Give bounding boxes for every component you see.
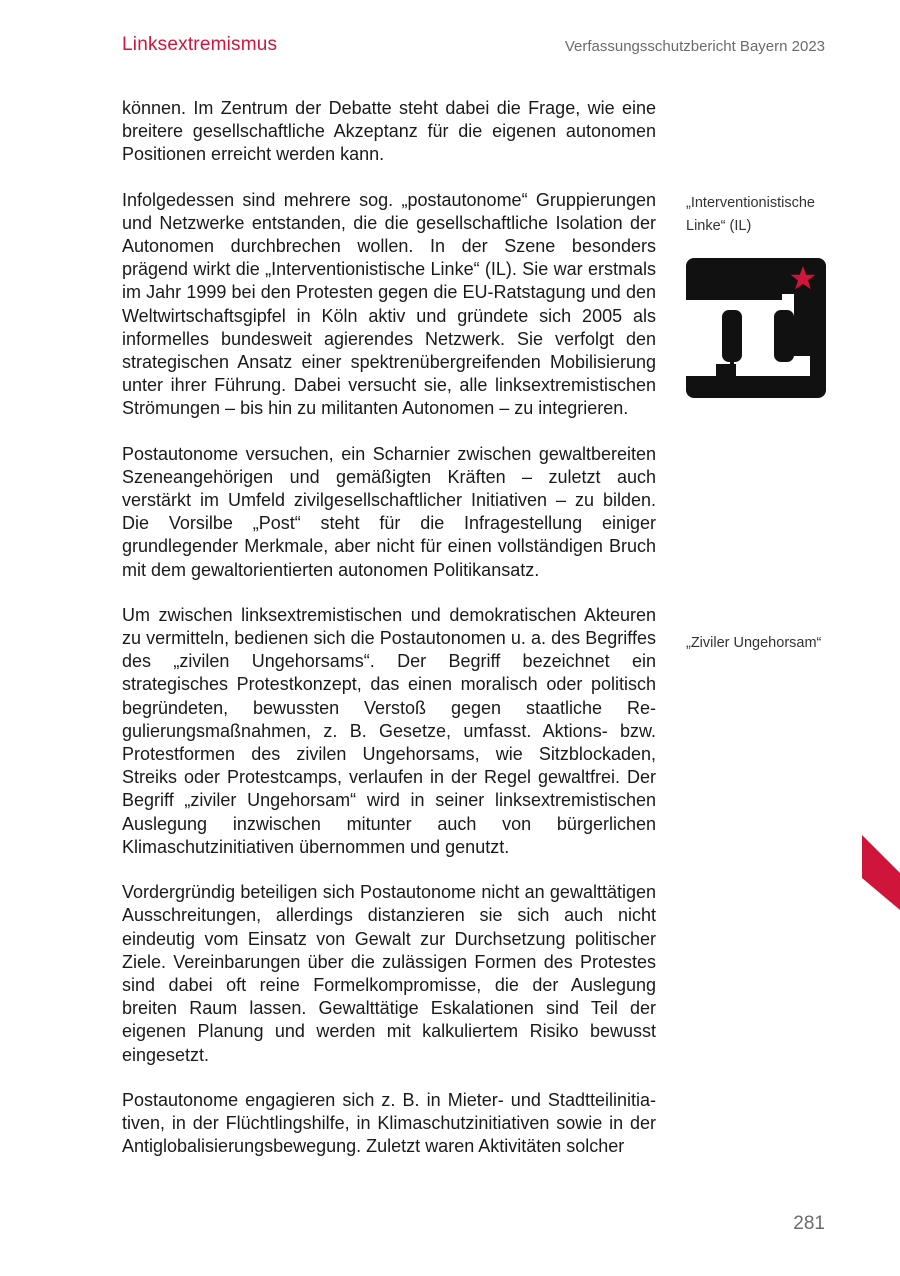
paragraph: Postautonome versuchen, ein Scharnier zwischen gewaltbereiten Szeneangehörigen und gemäßigten Kräften – zuletzt auch verstärkt im Umfeld zivilgesellschaftlicher Initiativen – zu bilden. Die Vorsilbe „Post“ steht für die Infragestellung einiger grundlegender Merkmale, aber nicht für einen vollständigen Bruch mit dem gewaltorientierten autonomen Politikansatz. (122, 443, 656, 580)
interventionistische-linke-logo (686, 258, 826, 398)
paragraph: Postautonome engagieren sich z. B. in Mieter- und Stadtteilinitiativen, in der Flüchtlingshilfe, in Klimaschutzinitiativen sowie in der Antiglobalisierungsbewegung. Zuletzt waren Aktivitäten solcher (122, 1089, 656, 1157)
margin-note-il: „Interventionistische Linke“ (IL) (686, 195, 815, 234)
paragraph: Infolgedessen sind mehrere sog. „postautonome“ Gruppierungen und Netzwerke entstanden, die die gesellschaftliche Isolation der Autonomen durchbrechen wollen. In der Szene besonders prägend wirkt die „Interventionistische Linke“ (IL). Sie war erstmals im Jahr 1999 bei den Protesten gegen die EU-Ratstagung und den Weltwirtschaftsgipfel in Köln aktiv und gründete sich 2005 als informelles bundesweit agierendes Netzwerk. Sie verfolgt den strategischen Ansatz einer spektrenübergreifenden Mobilisierung unter ihrer Führung. Dabei versucht sie, alle linksextremistischen Strömungen – bis hin zu militanten Autonomen – zu integrieren. (122, 189, 656, 419)
logo-stem (730, 358, 734, 380)
margin-note-ziviler-ungehorsam: „Ziviler Ungehorsam“ (686, 635, 822, 651)
paragraph: Um zwischen linksextremistischen und demokratischen Akteuren zu vermitteln, bedienen sich die Postautonomen u. a. des Begriffes des „zivilen Ungehorsams“. Der Begriff bezeichnet ein strategisches Protestkonzept, das einen moralisch oder politisch begründeten, bewussten Verstoß gegen staatliche Regulierungsmaßnahmen, z. B. Gesetze, umfasst. Aktions- bzw. Protestformen des zivilen Ungehorsams, wie Sitzblockaden, Streiks oder Protestcamps, verlaufen in der Regel gewaltfrei. Der Begriff „ziviler Ungehorsam“ wird in seiner linksextremistischen Auslegung inzwischen mitunter auch von bürgerlichen Klimaschutzinitiativen übernommen und genutzt. (122, 604, 656, 857)
logo-left-bar (722, 310, 742, 362)
paragraph: können. Im Zentrum der Debatte steht dabei die Frage, wie eine breitere gesellschaftliche Akzeptanz für die eigenen autonomen Positionen erreicht werden kann. (122, 98, 656, 165)
chapter-tab-marker (862, 835, 900, 910)
page-number: 281 (793, 1213, 825, 1234)
section-title: Linksextremismus (122, 34, 278, 55)
logo-right-bar (774, 310, 794, 362)
publication-title: Verfassungsschutzbericht Bayern 2023 (564, 38, 825, 55)
paragraph: Vordergründig beteiligen sich Postautonome nicht an gewalttätigen Ausschreitungen, allerdings distanzieren sie sich auch nicht eindeutig vom Einsatz von Gewalt zur Durchsetzung politischer Ziele. Vereinbarungen über die zulässigen Formen des Protestes sind dabei oft reine Formelkompromisse, die der Auslegung breiten Raum lassen. Gewalttätige Eskalationen sind Teil der eigenen Planung und werden mit kalkuliertem Risiko bewusst eingesetzt. (122, 882, 656, 1065)
body-text (122, 97, 656, 1180)
